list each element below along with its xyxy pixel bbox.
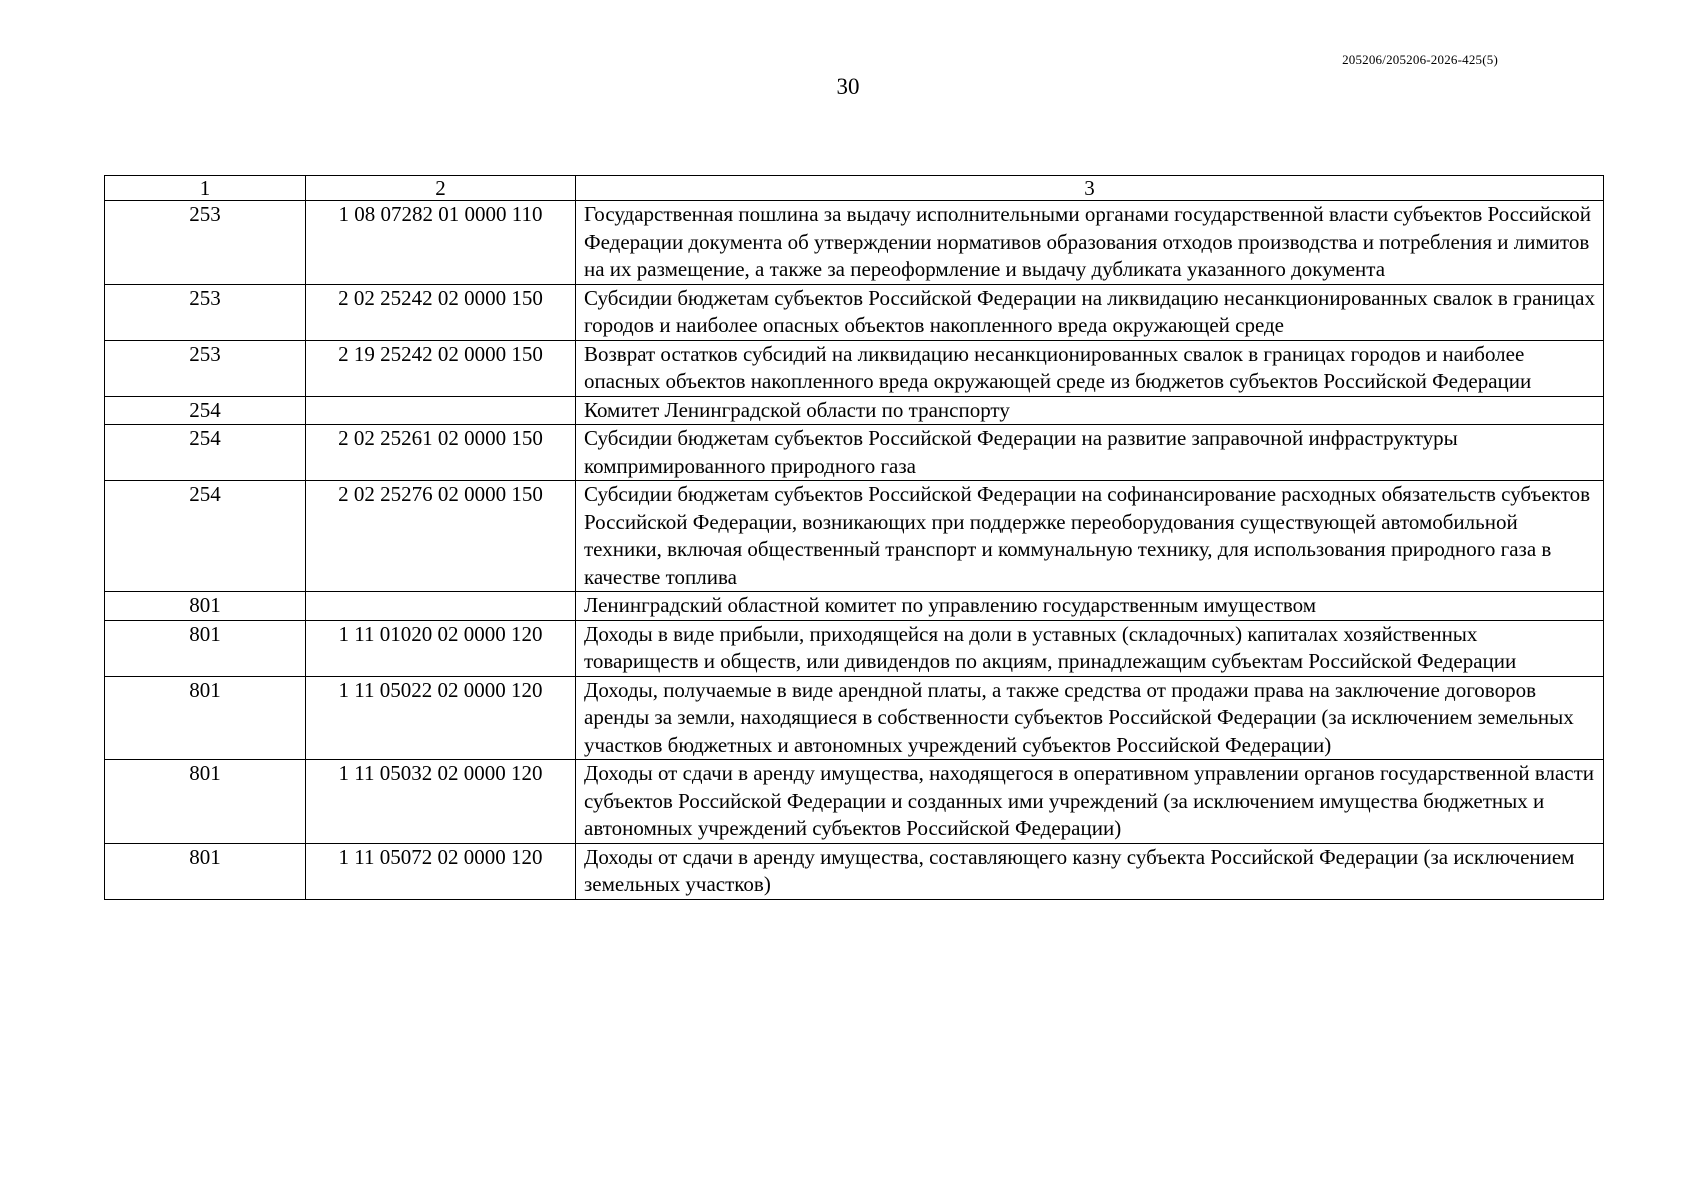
admin-code-cell: 253 (105, 340, 306, 396)
table-header-row (105, 176, 1604, 201)
table-row (105, 592, 1604, 621)
page-number: 30 (836, 74, 860, 99)
revenue-name-cell: Субсидии бюджетам субъектов Российской Федерации на развитие заправочной инфраструктуры компримированного природного газа (576, 425, 1604, 481)
budget-code-cell: 1 08 07282 01 0000 110 (306, 201, 576, 285)
budget-code-cell: 2 02 25242 02 0000 150 (306, 284, 576, 340)
admin-code-cell: 253 (105, 284, 306, 340)
table-row (105, 425, 1604, 481)
revenue-name-cell: Доходы в виде прибыли, приходящейся на доли в уставных (складочных) капиталах хозяйственных товариществ и обществ, или дивидендов по акциям, принадлежащим субъектам Российской Федерации (576, 620, 1604, 676)
budget-code-cell (306, 396, 576, 425)
revenue-name-cell: Ленинградский областной комитет по управлению государственным имуществом (576, 592, 1604, 621)
table-row (105, 284, 1604, 340)
table-row (105, 620, 1604, 676)
table-row (105, 676, 1604, 760)
table-row (105, 760, 1604, 844)
admin-code-cell: 801 (105, 843, 306, 899)
table-row (105, 396, 1604, 425)
revenue-name-cell: Государственная пошлина за выдачу исполнительными органами государственной власти субъектов Российской Федерации документа об утверждении нормативов образования отходов производства и потребления и лимитов на их размещение, а также за переоформление и выдачу дубликата указанного документа (576, 201, 1604, 285)
budget-code-cell: 2 19 25242 02 0000 150 (306, 340, 576, 396)
table-row (105, 481, 1604, 592)
admin-code-cell: 254 (105, 481, 306, 592)
revenue-name-cell: Комитет Ленинградской области по транспорту (576, 396, 1604, 425)
revenue-name-cell: Доходы от сдачи в аренду имущества, находящегося в оперативном управлении органов государственной власти субъектов Российской Федерации и созданных ими учреждений (за исключением имущества бюджетных и автономных учреждений субъектов Российской Федерации) (576, 760, 1604, 844)
admin-code-cell: 801 (105, 760, 306, 844)
column-header-1: 1 (105, 176, 306, 201)
admin-code-cell: 253 (105, 201, 306, 285)
admin-code-cell: 254 (105, 425, 306, 481)
table-row (105, 340, 1604, 396)
table-row (105, 843, 1604, 899)
revenue-name-cell: Доходы от сдачи в аренду имущества, составляющего казну субъекта Российской Федерации (за исключением земельных участков) (576, 843, 1604, 899)
budget-code-cell: 1 11 05032 02 0000 120 (306, 760, 576, 844)
budget-code-cell: 1 11 01020 02 0000 120 (306, 620, 576, 676)
budget-code-cell: 2 02 25276 02 0000 150 (306, 481, 576, 592)
document-code: 205206/205206-2026-425(5) (1342, 52, 1498, 67)
budget-code-cell: 1 11 05072 02 0000 120 (306, 843, 576, 899)
admin-code-cell: 801 (105, 592, 306, 621)
column-header-3: 3 (576, 176, 1604, 201)
revenue-name-cell: Субсидии бюджетам субъектов Российской Федерации на ликвидацию несанкционированных свалок в границах городов и наиболее опасных объектов накопленного вреда окружающей среде (576, 284, 1604, 340)
table-row (105, 201, 1604, 285)
revenue-name-cell: Возврат остатков субсидий на ликвидацию несанкционированных свалок в границах городов и наиболее опасных объектов накопленного вреда окружающей среде из бюджетов субъектов Российской Федерации (576, 340, 1604, 396)
admin-code-cell: 254 (105, 396, 306, 425)
admin-code-cell: 801 (105, 676, 306, 760)
revenue-name-cell: Доходы, получаемые в виде арендной платы, а также средства от продажи права на заключение договоров аренды за земли, находящиеся в собственности субъектов Российской Федерации (за исключением земельных участков бюджетных и автономных учреждений субъектов Российской Федерации) (576, 676, 1604, 760)
budget-code-cell: 1 11 05022 02 0000 120 (306, 676, 576, 760)
budget-code-cell: 2 02 25261 02 0000 150 (306, 425, 576, 481)
column-header-2: 2 (306, 176, 576, 201)
admin-code-cell: 801 (105, 620, 306, 676)
revenue-name-cell: Субсидии бюджетам субъектов Российской Федерации на софинансирование расходных обязательств субъектов Российской Федерации, возникающих при поддержке переоборудования существующей автомобильной техники, включая общественный транспорт и коммунальную технику, для использования природного газа в качестве топлива (576, 481, 1604, 592)
revenue-table (104, 175, 1604, 900)
budget-code-cell (306, 592, 576, 621)
